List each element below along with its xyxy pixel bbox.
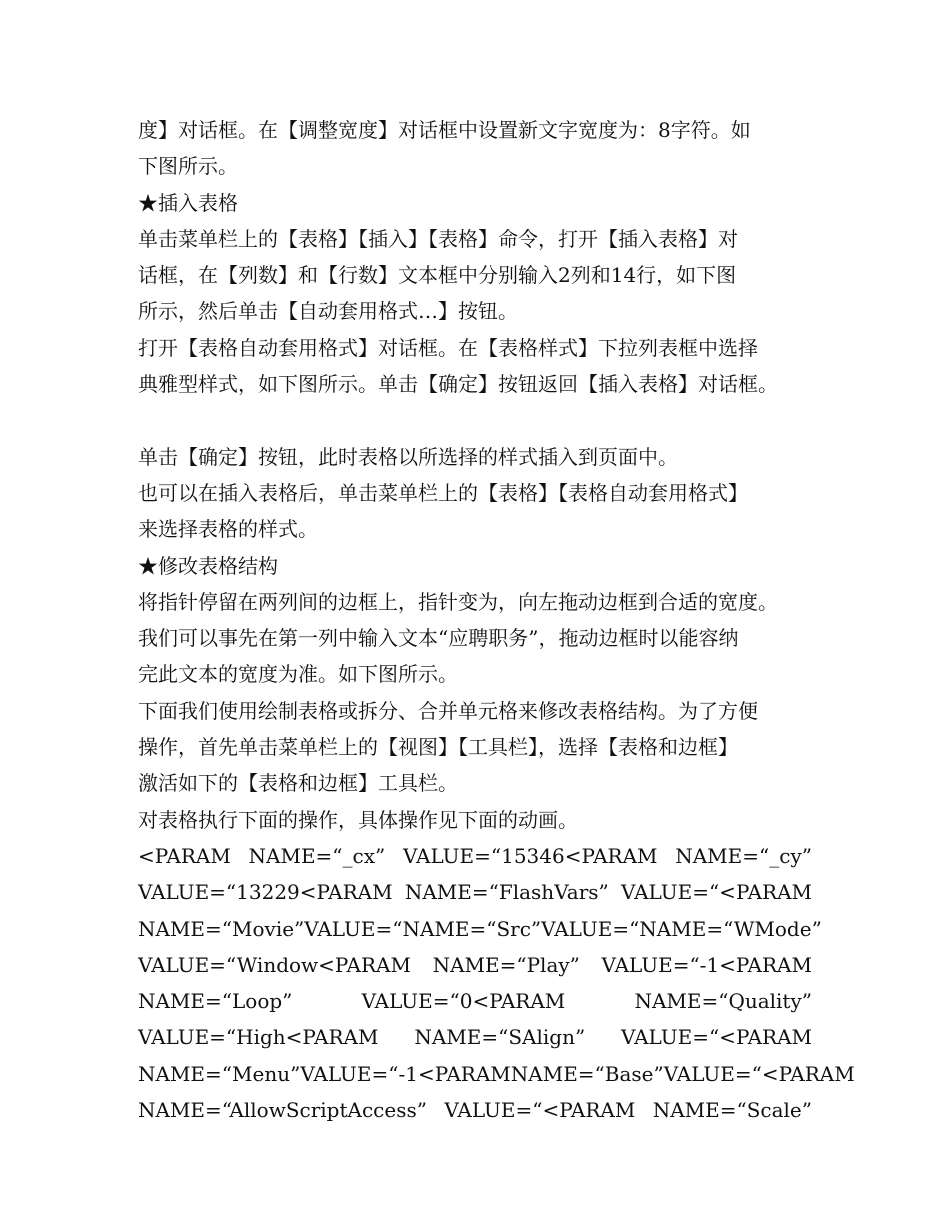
body-text-line: 打开【表格自动套用格式】对话框。在【表格样式】下拉列表框中选择 bbox=[138, 335, 758, 360]
param-token: VALUE=“-1<PARAM bbox=[300, 1061, 511, 1086]
body-text-line: 话框，在【列数】和【行数】文本框中分别输入2列和14行，如下图 bbox=[138, 263, 737, 288]
body-text-line: 将指针停留在两列间的边框上，指针变为，向左拖动边框到合适的宽度。 bbox=[138, 589, 778, 614]
param-token: NAME=“Src” bbox=[402, 916, 542, 941]
param-token: VALUE=“13229<PARAM bbox=[138, 880, 393, 905]
body-text-line: 完此文本的宽度为准。如下图所示。 bbox=[138, 662, 458, 687]
param-token: NAME=“Loop” bbox=[138, 989, 293, 1014]
param-code-line bbox=[138, 911, 822, 947]
param-token: NAME=“Quality” bbox=[634, 989, 812, 1014]
param-token: NAME=“AllowScriptAccess” bbox=[138, 1098, 427, 1123]
body-text-line: 下面我们使用绘制表格或拆分、合并单元格来修改表格结构。为了方便 bbox=[138, 698, 758, 723]
body-text-line: 操作，首先单击菜单栏上的【视图】【工具栏】，选择【表格和边框】 bbox=[138, 735, 738, 760]
section-heading-insert-table: ★插入表格 bbox=[138, 190, 238, 215]
body-text-line: 典雅型样式，如下图所示。单击【确定】按钮返回【插入表格】对话框。 bbox=[138, 372, 778, 397]
param-token: VALUE=“15346<PARAM bbox=[402, 843, 658, 868]
param-code-line bbox=[138, 1056, 855, 1092]
param-token: NAME=“SAlign” bbox=[414, 1025, 586, 1050]
body-text-line: 我们可以事先在第一列中输入文本“应聘职务”，拖动边框时以能容纳 bbox=[138, 626, 739, 651]
param-token: VALUE=“<PARAM bbox=[621, 880, 812, 905]
param-token: NAME=“_cx” bbox=[248, 843, 386, 868]
param-code-line bbox=[138, 1019, 812, 1055]
body-text-line: 激活如下的【表格和边框】工具栏。 bbox=[138, 771, 458, 796]
param-token: VALUE=“<PARAM bbox=[621, 1025, 812, 1050]
param-token: VALUE=“0<PARAM bbox=[361, 989, 566, 1014]
param-token: VALUE=“ bbox=[541, 916, 640, 941]
blank-line bbox=[138, 402, 828, 438]
body-text-line: 来选择表格的样式。 bbox=[138, 517, 318, 542]
param-token: NAME=“Base” bbox=[510, 1061, 664, 1086]
body-text-line: 也可以在插入表格后，单击菜单栏上的【表格】【表格自动套用格式】 bbox=[138, 480, 748, 505]
param-code-line bbox=[138, 1092, 812, 1128]
body-text-line: 对表格执行下面的操作，具体操作见下面的动画。 bbox=[138, 807, 578, 832]
body-text-line: 所示，然后单击【自动套用格式…】按钮。 bbox=[138, 299, 518, 324]
param-token: NAME=“Scale” bbox=[652, 1098, 812, 1123]
body-text-line: 下图所示。 bbox=[138, 154, 238, 179]
section-heading-modify-table: ★修改表格结构 bbox=[138, 553, 278, 578]
document-body bbox=[138, 112, 855, 1128]
body-text-line: 单击菜单栏上的【表格】【插入】【表格】命令，打开【插入表格】对 bbox=[138, 226, 738, 251]
param-code-line bbox=[138, 947, 812, 983]
param-token: VALUE=“<PARAM bbox=[444, 1098, 636, 1123]
param-code-line bbox=[138, 983, 812, 1019]
param-token: VALUE=“-1<PARAM bbox=[601, 952, 812, 977]
param-token: VALUE=“<PARAM bbox=[663, 1061, 855, 1086]
param-token: NAME=“Play” bbox=[432, 952, 580, 977]
param-code-line bbox=[138, 874, 812, 910]
param-token: NAME=“WMode” bbox=[639, 916, 822, 941]
body-text-line: 单击【确定】按钮，此时表格以所选择的样式插入到页面中。 bbox=[138, 444, 678, 469]
param-token: NAME=“Movie” bbox=[138, 916, 305, 941]
body-text-line: 度】对话框。在【调整宽度】对话框中设置新文字宽度为：8字符。如 bbox=[138, 118, 751, 142]
param-token: <PARAM bbox=[138, 843, 231, 868]
param-token: VALUE=“ bbox=[304, 916, 403, 941]
param-token: NAME=“FlashVars” bbox=[404, 880, 609, 905]
param-token: VALUE=“Window<PARAM bbox=[138, 952, 411, 977]
param-code-line bbox=[138, 838, 812, 874]
param-token: NAME=“Menu” bbox=[138, 1061, 301, 1086]
param-token: VALUE=“High<PARAM bbox=[138, 1025, 379, 1050]
param-token: NAME=“_cy” bbox=[675, 843, 812, 868]
